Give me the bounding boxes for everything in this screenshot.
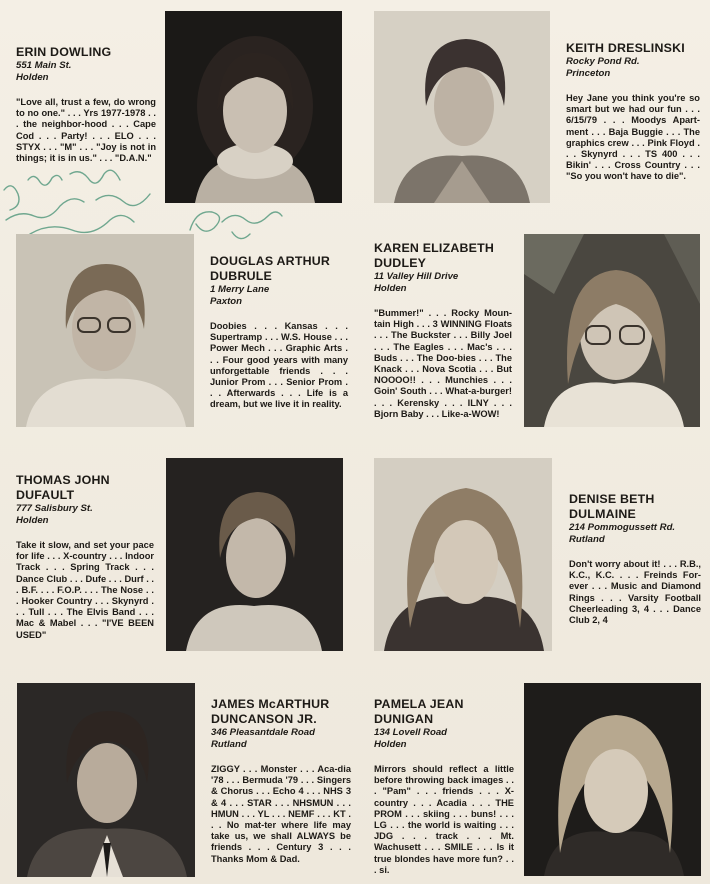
portrait-photo-karen (524, 234, 700, 427)
student-name: JAMES McARTHUR DUNCANSON JR. (211, 697, 330, 726)
student-name: ERIN DOWLING (16, 45, 112, 59)
student-name: KEITH DRESLINSKI (566, 41, 685, 55)
entry-karen-dudley (374, 241, 512, 420)
student-name: PAMELA JEAN DUNIGAN (374, 697, 464, 726)
student-quote: Hey Jane you think you're so smart but we had our fun . . . 6/15/79 . . . Moodys Apart-ment . . . Baja Buggie . . . The graphics crew . . . Pink Floyd . . . Skynyrd . . . TS 400 . . . Bikin' . . . Cross Country . . . "So you won't have to die". (566, 93, 700, 182)
portrait-photo-douglas (16, 234, 194, 427)
student-quote: Don't worry about it! . . . R.B., K.C., K.C. . . . Freinds For-ever . . . Music and Diamond Rings . . . Varsity Football Cheerleading 3, 4 . . . Dance Club 2, 4 (569, 559, 701, 626)
entry-james-duncanson (211, 697, 351, 865)
student-address: 346 Pleasantdale Road (211, 727, 315, 738)
student-address: 11 Valley Hill Drive (374, 271, 459, 282)
student-quote: "Bummer!" . . . Rocky Moun-tain High . . . 3 WINNING Floats . . . The Buckster . . . Billy Joel . . . The Eagles . . . Mac's . . . Buds . . . The Doo-bies . . . The Knack . . . Nova Scotia . . . But NOOOO!! . . . Munchies . . . Goin' South . . . What-a-burger! . . . Kerensky . . . ILNY . . . Bjorn Baby . . . Like-a-WOW! (374, 308, 512, 419)
entry-denise-dulmaine (569, 492, 701, 626)
entry-thomas-dufault (16, 473, 154, 641)
student-address: 1 Merry Lane (210, 284, 270, 295)
student-quote: Doobies . . . Kansas . . . Supertramp . . . W.S. House . . . Power Mech . . . Graphic Arts . . . Four good years with many unforgettable friends . . . Junior Prom . . . Senior Prom . . . Afterwards . . . Life is a dream, but we live it in reality. (210, 321, 348, 410)
student-name: DENISE BETH DULMAINE (569, 492, 655, 521)
student-town: Holden (374, 739, 407, 750)
student-address: 134 Lovell Road (374, 727, 448, 738)
student-address: 551 Main St. (16, 60, 72, 71)
student-quote: Take it slow, and set your pace for life . . . X-country . . . Indoor Track . . . Spring Track . . . Dance Club . . . Dufe . . . Durf . . . B.F. . . . F.O.P. . . . The Nose . . . Hooker Country . . . Skynyrd . . . Tull . . . The Elvis Band . . . Mac & Mabel . . . "I'VE BEEN USED" (16, 540, 154, 640)
entry-erin-dowling (16, 45, 156, 164)
entry-keith-dreslinski (566, 41, 700, 183)
portrait-photo-james (17, 683, 195, 877)
student-quote: Mirrors should reflect a little before throwing back images . . . "Pam" . . . friends . . . X-country . . . Acadia . . . THE PROM . . . skiing . . . buns! . . . LG . . . the world is waiting . . . JDG . . . track . . . Mt. Wachusett . . . SMILE . . . Is it true blondes have more fun? . . . si. (374, 764, 514, 875)
portrait-photo-keith (374, 11, 550, 203)
portrait-photo-pamela (524, 683, 701, 876)
student-name: THOMAS JOHN DUFAULT (16, 473, 110, 502)
student-quote: ZIGGY . . . Monster . . . Aca-dia '78 . . . Bermuda '79 . . . Singers & Chorus . . . Echo 4 . . . NHS 3 & 4 . . . STAR . . . NHSMUN . . . HMUN . . . YL . . . NEMF . . . KT . . . No mat-ter where life may take us, we shall ALWAYS be friends . . . Century 3 . . . Thanks Mom & Dad. (211, 764, 351, 864)
student-town: Rutland (569, 534, 605, 545)
student-town: Holden (16, 72, 49, 83)
entry-pamela-dunigan (374, 697, 514, 876)
student-quote: "Love all, trust a few, do wrong to no one." . . . Yrs 1977-1978 . . . the neighbor-hood . . . Cape Cod . . . Party! . . . ELO . . . STYX . . . "M" . . . "Joy is not in things; it is in us." . . . "D.A.N." (16, 97, 156, 164)
student-town: Holden (16, 515, 49, 526)
student-name: KAREN ELIZABETH DUDLEY (374, 241, 495, 270)
portrait-photo-thomas (166, 458, 343, 651)
student-town: Rutland (211, 739, 247, 750)
student-name: DOUGLAS ARTHUR DUBRULE (210, 254, 331, 283)
portrait-photo-denise (374, 458, 552, 651)
student-town: Paxton (210, 296, 242, 307)
student-address: Rocky Pond Rd. (566, 56, 640, 67)
student-town: Holden (374, 283, 407, 294)
entry-douglas-dubrule (210, 254, 348, 411)
student-town: Princeton (566, 68, 611, 79)
student-address: 214 Pommogussett Rd. (569, 522, 676, 533)
student-address: 777 Salisbury St. (16, 503, 93, 514)
